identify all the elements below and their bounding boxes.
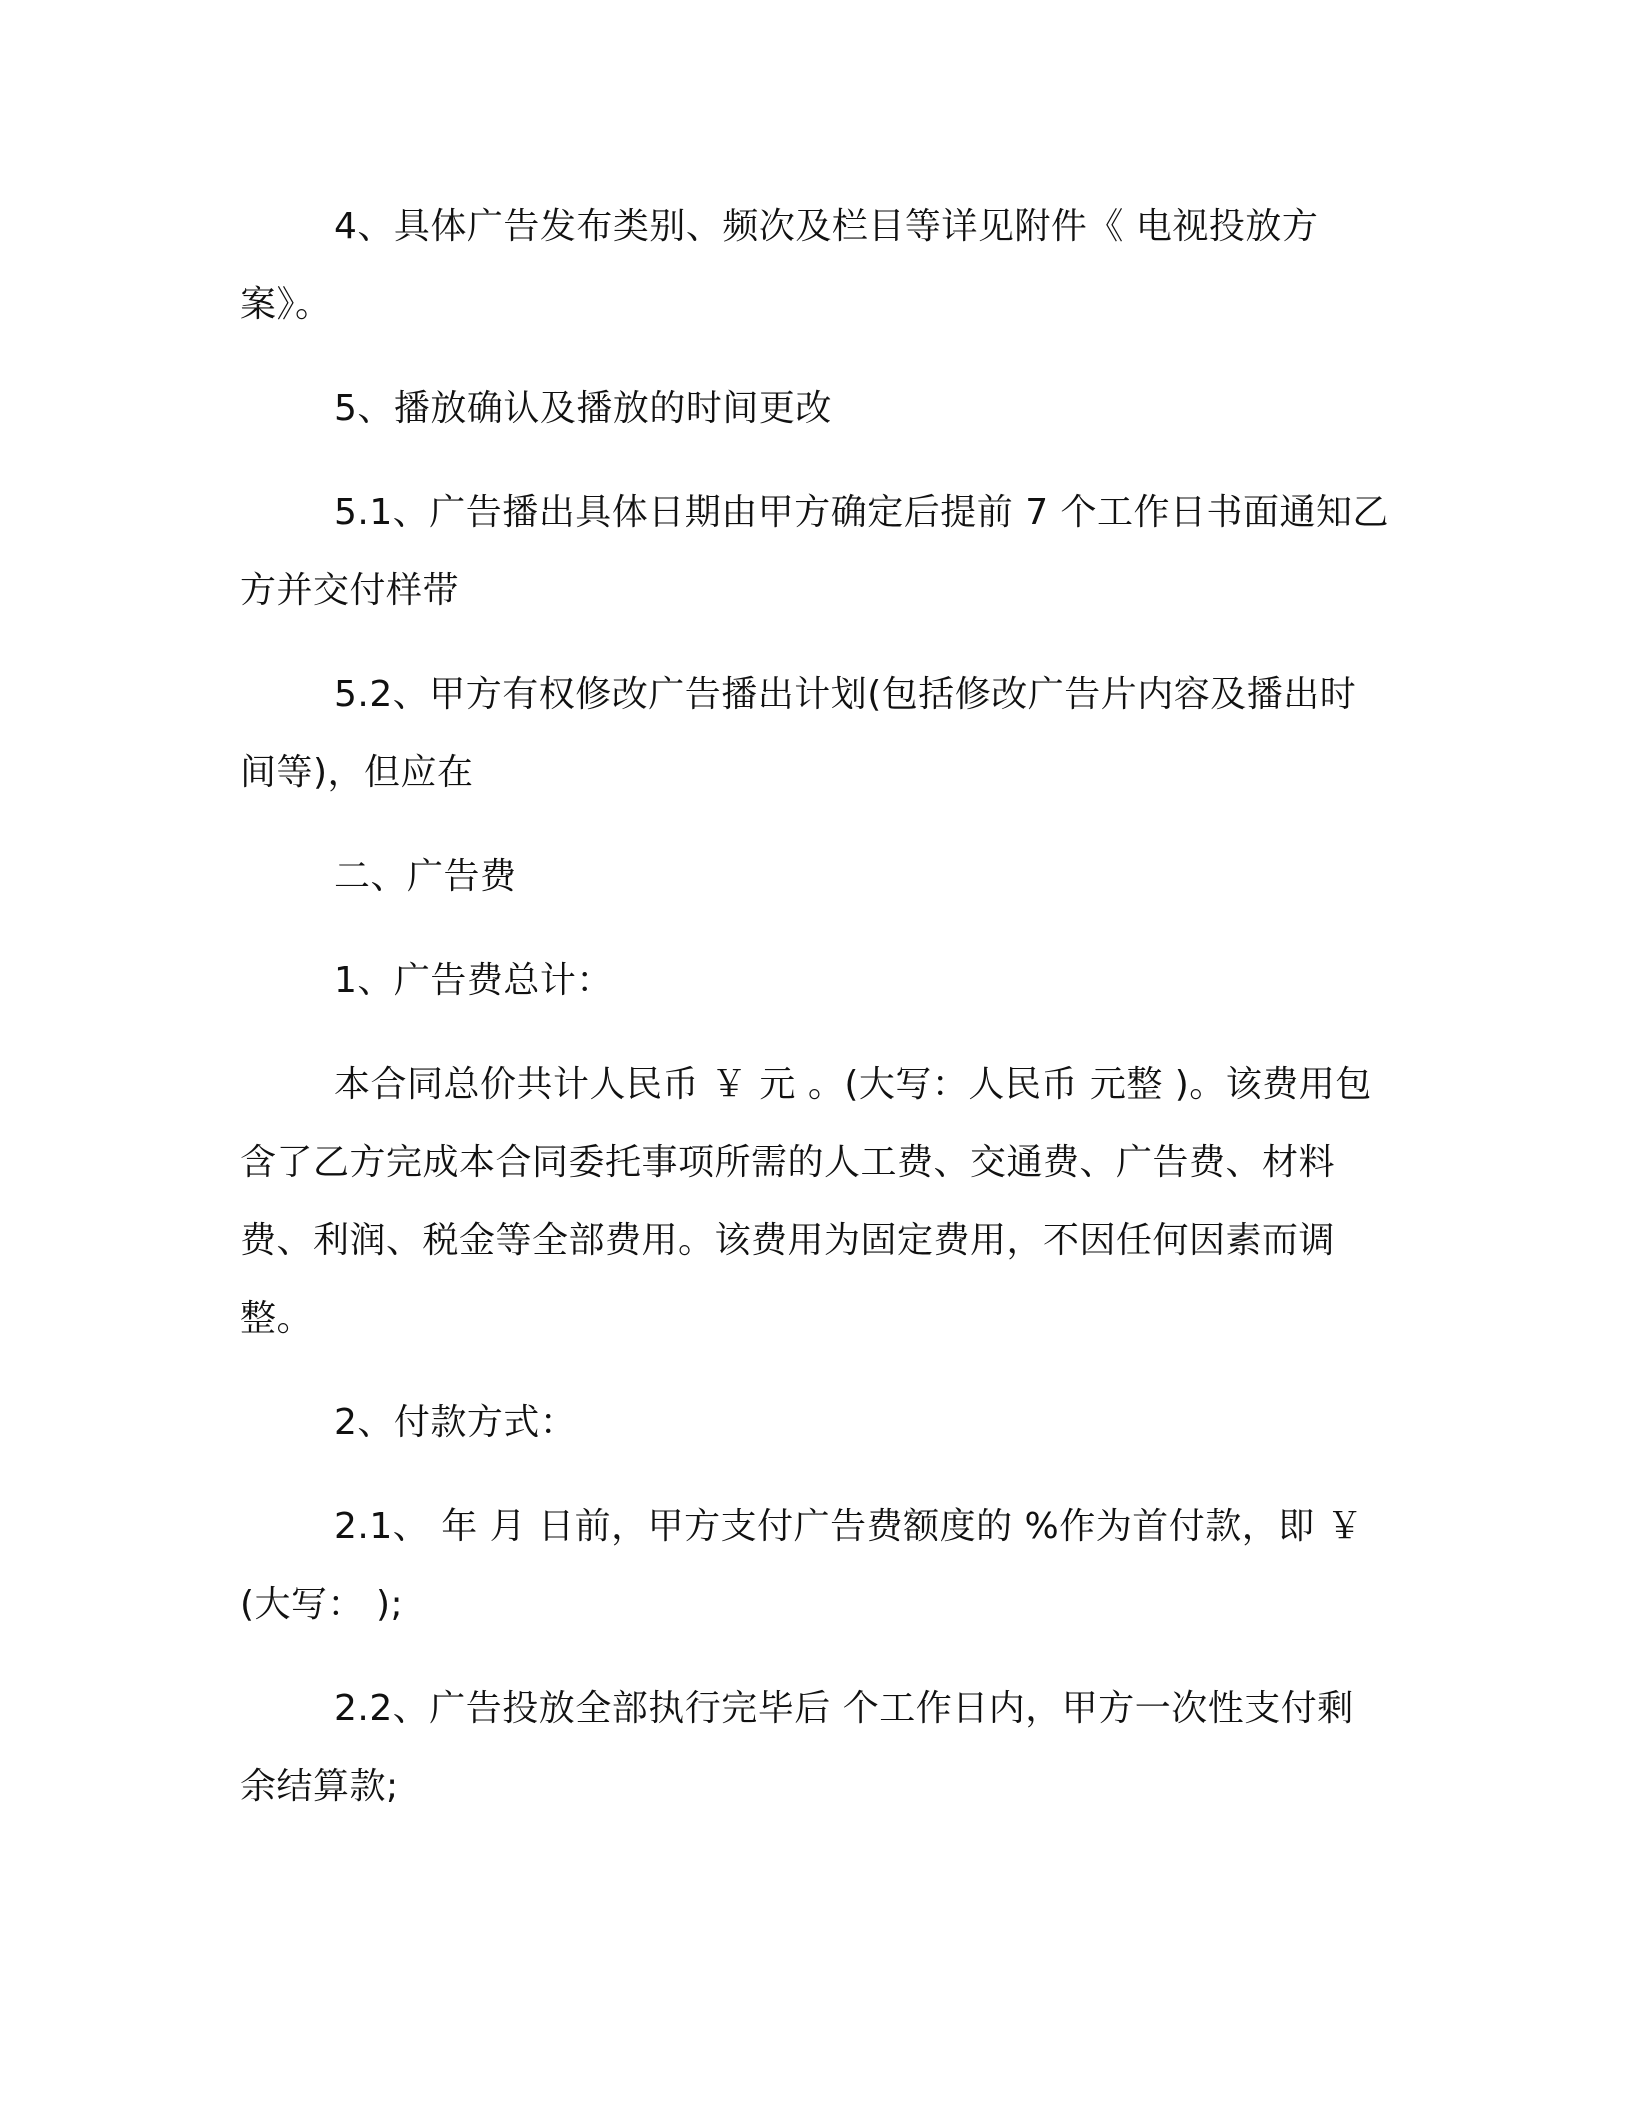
paragraph-fee-total-heading: 1、广告费总计： bbox=[334, 960, 613, 1001]
document-body bbox=[240, 188, 1390, 1826]
paragraph-clause-5-2: 5.2、甲方有权修改广告播出计划(包括修改广告片内容及播出时间等)，但应在 bbox=[240, 674, 1357, 793]
paragraph-clause-5-1: 5.1、广告播出具体日期由甲方确定后提前 7 个工作日书面通知乙方并交付样带 bbox=[240, 492, 1390, 611]
paragraph-clause-2-2: 2.2、广告投放全部执行完毕后 个工作日内，甲方一次性支付剩余结算款; bbox=[240, 1688, 1354, 1807]
paragraph-broadcast-confirmation-heading: 5、播放确认及播放的时间更改 bbox=[334, 388, 832, 429]
paragraph-payment-method-heading: 2、付款方式： bbox=[334, 1402, 577, 1443]
paragraph-attachment-reference: 4、具体广告发布类别、频次及栏目等详见附件《 电视投放方案》。 bbox=[240, 206, 1319, 325]
paragraph-contract-total-price: 本合同总价共计人民币 ￥ 元 。(大写：人民币 元整 )。该费用包含了乙方完成本合同委托事项所需的人工费、交通费、广告费、材料费、利润、税金等全部费用。该费用为固定费用，不因任何因素而调整。 bbox=[240, 1064, 1372, 1339]
paragraph-clause-2-1: 2.1、 年 月 日前，甲方支付广告费额度的 %作为首付款，即 ￥ (大写： ); bbox=[240, 1506, 1364, 1625]
section-heading-advertising-fee: 二、广告费 bbox=[334, 856, 517, 897]
